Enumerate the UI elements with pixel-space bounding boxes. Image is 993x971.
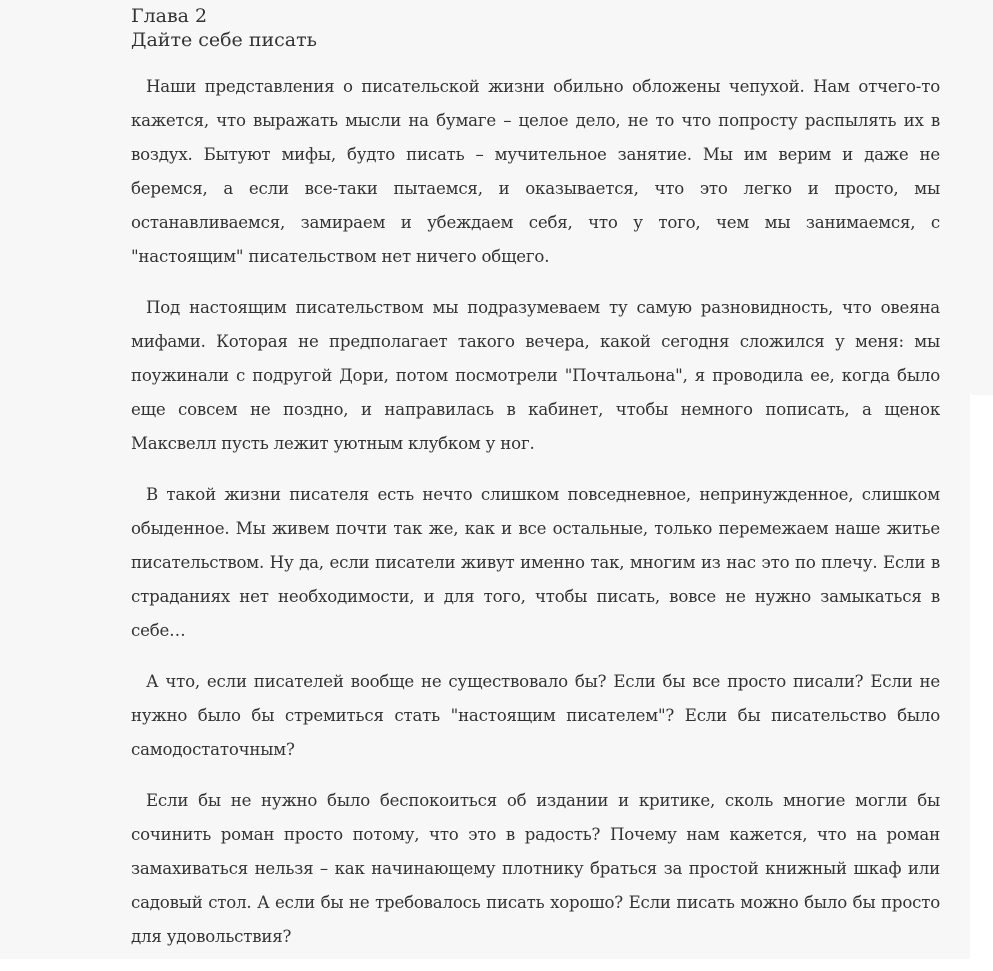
chapter-title: Дайте себе писать <box>131 29 317 51</box>
paragraph: А что, если писателей вообще не существовало бы? Если бы все просто писали? Если не нужно было бы стремиться стать "настоящим писателем"? Если бы писательство было самодостаточным? <box>131 672 940 759</box>
side-panel-edge <box>970 0 993 395</box>
paragraph: Под настоящим писательством мы подразумеваем ту самую разновидность, что овеяна мифами. Которая не предполагает такого вечера, какой сегодня сложился у меня: мы поужинали с подругой Дори, потом посмотрели "Почтальона", я проводила ее, когда было еще совсем не поздно, и направилась в кабинет, чтобы немного пописать, а щенок Максвелл пусть лежит уютным клубком у ног. <box>131 298 940 453</box>
chapter-content <box>131 4 940 971</box>
paragraph: Наши представления о писательской жизни обильно обложены чепухой. Нам отчего-то кажется, что выражать мысли на бумаге – целое дело, не то что попросту распылять их в воздух. Бытуют мифы, будто писать – мучительное занятие. Мы им верим и даже не беремся, а если все-таки пытаемся, и оказывается, что это легко и просто, мы останавливаемся, замираем и убеждаем себя, что у того, чем мы занимаемся, с "настоящим" писательством нет ничего общего. <box>131 77 940 266</box>
paragraph: В такой жизни писателя есть нечто слишком повседневное, непринужденное, слишком обыденное. Мы живем почти так же, как и все остальные, только перемежаем наше житье писательством. Ну да, если писатели живут именно так, многим из нас это по плечу. Если в страданиях нет необходимости, и для того, чтобы писать, вовсе не нужно замыкаться в себе… <box>131 485 940 640</box>
paragraph: Если бы не нужно было беспокоиться об издании и критике, сколь многие могли бы сочинить роман просто потому, что это в радость? Почему нам кажется, что на роман замахиваться нельзя – как начинающему плотнику браться за простой книжный шкаф или садовый стол. А если бы не требовалось писать хорошо? Если писать можно было бы просто для удовольствия? <box>131 791 940 946</box>
chapter-number: Глава 2 <box>131 5 208 27</box>
